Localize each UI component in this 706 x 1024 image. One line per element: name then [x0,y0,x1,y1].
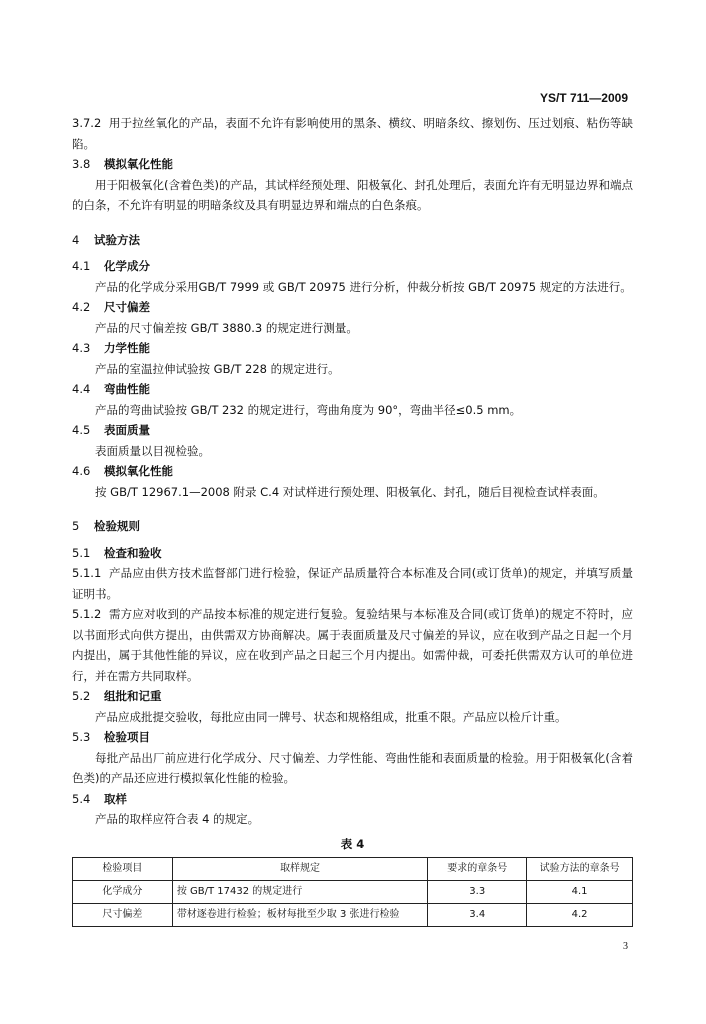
sampling-table [72,857,633,927]
clause-text: 产品应由供方技术监督部门进行检验，保证产品质量符合本标准及合同(或订货单)的规定，并填写质量证明书。 [72,566,634,601]
clause-number: 5.1.1 [72,566,102,580]
table-header-cell: 取样规定 [172,858,428,881]
section-number: 5 [72,519,80,533]
clause-4-6-text: 按 GB/T 12967.1—2008 附录 C.4 对试样进行预处理、阳极氧化、封孔，随后目视检查试样表面。 [95,484,605,499]
clause-4-6-heading [72,461,633,482]
clause-number: 3.7.2 [72,116,102,130]
clause-title: 检验项目 [104,730,150,744]
table-row [73,881,633,904]
table-cell: 4.1 [527,881,633,904]
clause-number: 4.3 [72,341,91,355]
clause-3-7-2 [72,113,633,154]
table-cell: 3.3 [428,881,527,904]
clause-number: 4.6 [72,464,91,478]
page-number: 3 [623,941,628,952]
table-title: 表 4 [340,836,365,851]
clause-text: 需方应对收到的产品按本标准的规定进行复验。复验结果与本标准及合同(或订货单)的规定不符时，应以书面形式向供方提出，由供需双方协商解决。属于表面质量及尺寸偏差的异议，应在收到产品之日起一个月内提出，属于其他性能的异议，应在收到产品之日起三个月内提出。如需仲裁，可委托供需双方认可的单位进行，并在需方共同取样。 [72,607,634,683]
clause-number: 5.3 [72,730,91,744]
standard-code: YS/T 711—2009 [539,91,628,105]
page-content [72,113,633,927]
section-title: 检验规则 [94,519,140,533]
section-title: 试验方法 [94,232,140,247]
clause-title: 模拟氧化性能 [104,464,173,478]
clause-title: 化学成分 [104,259,150,273]
clause-4-5-text: 表面质量以目视检验。 [95,443,210,458]
clause-number: 3.8 [72,157,91,171]
clause-4-4-text: 产品的弯曲试验按 GB/T 232 的规定进行，弯曲角度为 90°，弯曲半径≤0.5 mm。 [95,402,522,417]
clause-4-1-text: 产品的化学成分采用GB/T 7999 或 GB/T 20975 进行分析，仲裁分析按 GB/T 20975 规定的方法进行。 [95,279,632,294]
table-cell: 按 GB/T 17432 的规定进行 [172,881,428,904]
table-cell: 带材逐卷进行检验；板材每批至少取 3 张进行检验 [172,904,428,927]
table-row [73,904,633,927]
clause-title: 检查和验收 [104,545,162,560]
clause-number: 5.1 [72,545,91,560]
table-header-cell: 要求的章条号 [428,858,527,881]
clause-3-8-heading [72,154,633,175]
clause-title: 弯曲性能 [104,382,150,396]
clause-5-2-heading [72,686,633,707]
clause-title: 力学性能 [104,341,150,355]
clause-number: 5.1.2 [72,607,102,621]
clause-4-3-text: 产品的室温拉伸试验按 GB/T 228 的规定进行。 [95,361,340,376]
clause-number: 5.4 [72,791,91,806]
clause-5-1-heading [72,543,633,564]
clause-4-1-heading [72,256,633,277]
clause-title: 模拟氧化性能 [104,157,173,171]
table-header-row [73,858,633,881]
clause-number: 4.5 [72,423,91,437]
table-cell: 尺寸偏差 [73,904,173,927]
section-4-heading [72,230,633,251]
table-cell: 3.4 [428,904,527,927]
clause-4-4-heading [72,379,633,400]
clause-5-1-1 [72,563,633,604]
clause-5-4-heading [72,789,633,810]
clause-4-2-text: 产品的尺寸偏差按 GB/T 3880.3 的规定进行测量。 [95,320,358,335]
clause-number: 5.2 [72,689,91,703]
clause-4-3-heading [72,338,633,359]
table-header-cell: 试验方法的章条号 [527,858,633,881]
clause-5-2-text: 产品应成批提交验收，每批应由同一牌号、状态和规格组成，批重不限。产品应以检斤计重。 [95,709,567,724]
clause-5-3-text: 每批产品出厂前应进行化学成分、尺寸偏差、力学性能、弯曲性能和表面质量的检验。用于阳极氧化(含着色类)的产品还应进行模拟氧化性能的检验。 [72,750,633,785]
table-cell: 化学成分 [73,881,173,904]
table-header-cell: 检验项目 [73,858,173,881]
clause-text: 用于拉丝氧化的产品，表面不允许有影响使用的黑条、横纹、明暗条纹、擦划伤、压过划痕、粘伤等缺陷。 [72,116,634,151]
clause-title: 尺寸偏差 [104,300,150,314]
clause-5-3-heading [72,727,633,748]
clause-3-8-text: 用于阳极氧化(含着色类)的产品，其试样经预处理、阳极氧化、封孔处理后，表面允许有无明显边界和端点的白条，不允许有明显的明暗条纹及具有明显边界和端点的白色条痕。 [72,177,633,212]
clause-title: 组批和记重 [104,689,162,703]
section-number: 4 [72,232,80,247]
section-5-heading [72,516,633,537]
clause-5-1-2 [72,604,633,686]
table-cell: 4.2 [527,904,633,927]
clause-number: 4.2 [72,300,91,314]
clause-5-4-text: 产品的取样应符合表 4 的规定。 [95,812,260,826]
clause-number: 4.1 [72,259,91,273]
clause-4-5-heading [72,420,633,441]
clause-title: 表面质量 [104,423,150,437]
clause-4-2-heading [72,297,633,318]
clause-title: 取样 [104,791,127,806]
clause-number: 4.4 [72,382,91,396]
